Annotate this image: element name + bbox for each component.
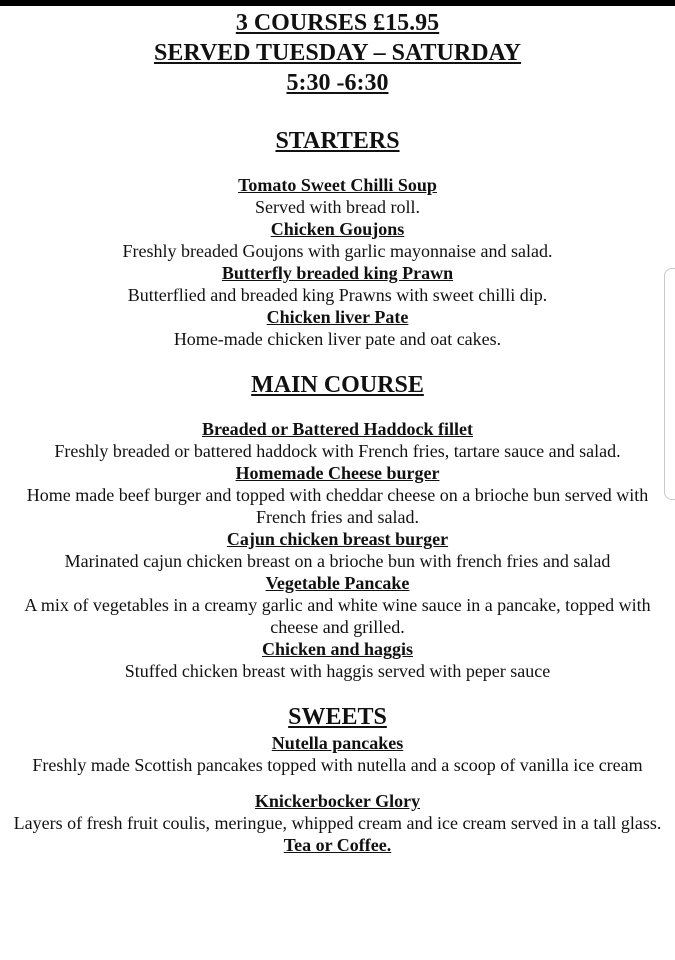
item-description: A mix of vegetables in a creamy garlic and white wine sauce in a pancake, topped with cheese and grilled. xyxy=(24,595,651,637)
item-description: Home-made chicken liver pate and oat cakes. xyxy=(173,329,502,349)
item-description: Home made beef burger and topped with cheddar cheese on a brioche bun served with French fries and salad. xyxy=(26,485,649,527)
item-name: Chicken Goujons xyxy=(270,219,405,239)
menu-item xyxy=(0,174,675,218)
menu-item xyxy=(0,262,675,306)
item-name: Chicken and haggis xyxy=(261,639,414,659)
item-description: Freshly breaded Goujons with garlic mayonnaise and salad. xyxy=(122,241,553,261)
item-description: Layers of fresh fruit coulis, meringue, whipped cream and ice cream served in a tall glass. xyxy=(13,813,662,833)
item-description: Freshly made Scottish pancakes topped with nutella and a scoop of vanilla ice cream xyxy=(32,755,643,775)
item-name: Breaded or Battered Haddock fillet xyxy=(202,419,473,439)
starters-title: STARTERS xyxy=(275,128,400,154)
item-name: Knickerbocker Glory xyxy=(254,791,421,811)
item-description: Butterflied and breaded king Prawns with sweet chilli dip. xyxy=(127,285,548,305)
item-name: Nutella pancakes xyxy=(271,733,404,753)
top-edge-bar xyxy=(0,0,675,6)
main-course-section xyxy=(0,370,675,682)
times-heading: 5:30 -6:30 xyxy=(286,70,389,96)
item-description: Served with bread roll. xyxy=(255,197,420,217)
menu-item xyxy=(0,418,675,462)
sweets-title: SWEETS xyxy=(288,704,387,730)
starters-section xyxy=(0,126,675,350)
item-name: Tomato Sweet Chilli Soup xyxy=(238,175,437,195)
item-description: Freshly breaded or battered haddock with French fries, tartare sauce and salad. xyxy=(54,441,621,461)
menu-item xyxy=(0,790,675,834)
item-name: Homemade Cheese burger xyxy=(235,463,440,483)
sweets-section xyxy=(0,702,675,856)
item-description: Stuffed chicken breast with haggis served with peper sauce xyxy=(124,661,551,681)
menu-item xyxy=(0,306,675,350)
menu-header xyxy=(0,8,675,98)
menu-item xyxy=(0,462,675,528)
menu-document xyxy=(0,8,675,856)
main-course-title: MAIN COURSE xyxy=(251,372,424,398)
item-name: Chicken liver Pate xyxy=(266,307,409,327)
item-description: Marinated cajun chicken breast on a brioche bun with french fries and salad xyxy=(64,551,611,571)
tea-or-coffee: Tea or Coffee. xyxy=(283,835,392,855)
menu-item xyxy=(0,638,675,682)
item-name: Vegetable Pancake xyxy=(265,573,410,593)
price-heading: 3 COURSES £15.95 xyxy=(235,10,440,36)
menu-item xyxy=(0,732,675,776)
menu-item xyxy=(0,218,675,262)
item-name: Cajun chicken breast burger xyxy=(226,529,449,549)
item-name: Butterfly breaded king Prawn xyxy=(221,263,454,283)
menu-item xyxy=(0,572,675,638)
menu-item xyxy=(0,528,675,572)
days-heading: SERVED TUESDAY – SATURDAY xyxy=(153,40,522,66)
